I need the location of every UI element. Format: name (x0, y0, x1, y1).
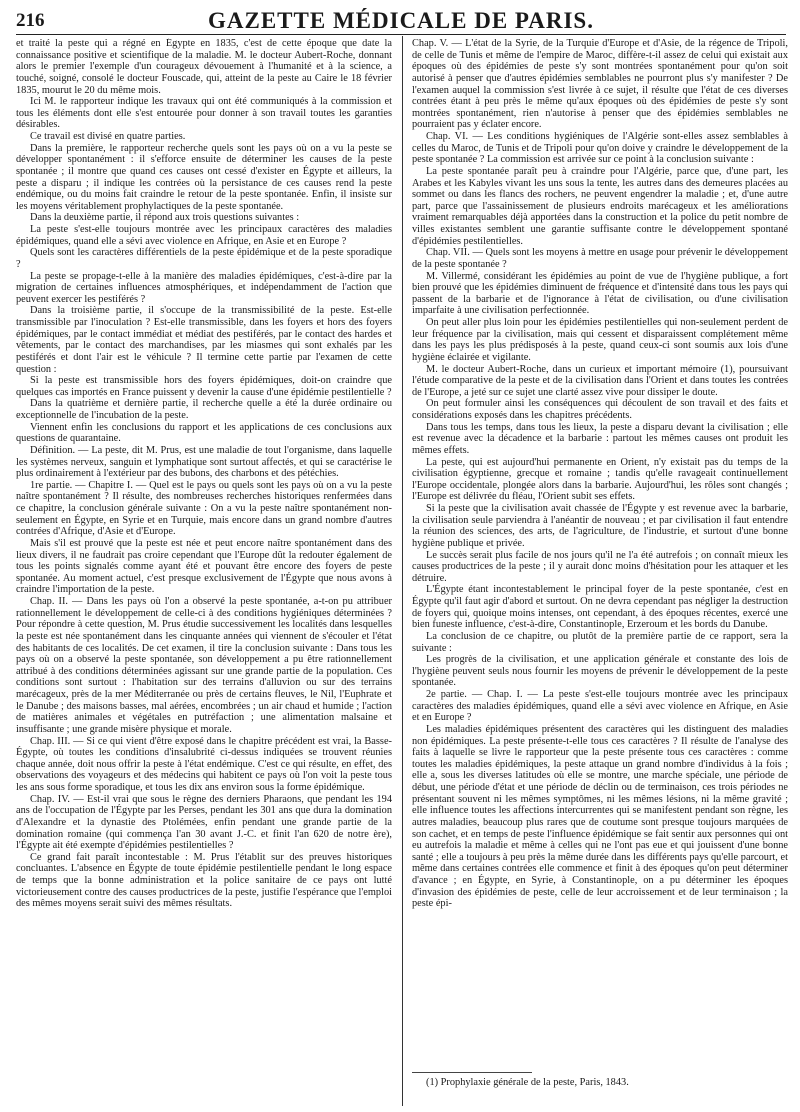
paragraph: M. Villermé, considérant les épidémies au point de vue de l'hygiène publique, a fort bien prouvé que les épidémies diminuent de fréquence et d'intensité dans tous les pays qui passent de la barbarie et de l'ignorance à l'état de civilisation, ou d'une civilisation imparfaite à une civilisation perfectionnée. (412, 270, 788, 317)
paragraph: Chap. II. — Dans les pays où l'on a observé la peste spontanée, a-t-on pu attribuer rationnellement le développement de celle-ci à des conditions hygiéniques déterminées ? Pour répondre à cette question, M. Prus étudie successivement les localités dans lesquelles la peste est née spontanément dans les cinquante années qui viennent de s'écouler et l'état des habitants de ces localités. De cet examen, il tire la conclusion suivante : Dans tous les pays où on a observé la peste spontanée, son développement a pu être rationnellement attribué à des conditions déterminées agissant sur une grande partie de la population. Ces conditions sont surtout : l'habitation sur des terrains d'alluvion ou sur des terrains marécageux, près de la mer Méditerranée ou près de certains fleuves, le Nil, l'Euphrate et le Danube ; des maisons basses, mal aérées, encombrées ; un air chaud et humide ; l'action de matières animales et végétales en putréfaction ; une alimentation malsaine et insuffisante ; une grande misère physique et morale. (16, 596, 392, 735)
paragraph: La peste spontanée paraît peu à craindre pour l'Algérie, parce que, d'une part, les Arabes et les Kabyles vivant les uns sous la tente, les autres dans des demeures placées au sommet ou dans les flancs des rochers, ne peuvent engendrer la maladie ; et, d'une autre part, parce que l'assainissement de plusieurs endroits marécageux et les améliorations vraiment remarquables déjà apportées dans la construction et la police du petit nombre de villes existantes semblent une garantie suffisante contre le développement spontané d'épidémies pestilentielles. (412, 165, 788, 247)
paragraph: On peut aller plus loin pour les épidémies pestilentielles qui non-seulement perdent de leur fréquence par la civilisation, mais qui cessent et disparaissent complétement même dans les pays les plus prédisposés à la peste, quand ceux-ci sont soumis aux lois d'une hygiène éclairée et vigilante. (412, 317, 788, 363)
paragraph: Ce grand fait paraît incontestable : M. Prus l'établit sur des preuves historiques concluantes. L'absence en Égypte de toute épidémie pestilentielle pendant le long espace de temps que la bonne administration et la police sanitaire de ce pays ont lutté victorieusement contre des causes productrices de la peste, justifie l'espérance que l'emploi des mêmes moyens serait suivi des mêmes résultats. (16, 851, 392, 910)
paragraph: Mais s'il est prouvé que la peste est née et peut encore naître spontanément dans des lieux divers, il ne faudrait pas croire cependant que l'Europe dût la redouter également de tous les points signalés comme ayant été et pouvant être encore des foyers de peste spontanée. Au moment actuel, c'est presque exclusivement de l'Égypte que nous avons à craindre l'importation de la peste. (16, 537, 392, 596)
footnote: (1) Prophylaxie générale de la peste, Paris, 1843. (426, 1077, 629, 1088)
page-header (16, 6, 786, 36)
paragraph: Chap. III. — Si ce qui vient d'être exposé dans le chapitre précédent est vrai, la Basse-Égypte, où toutes les conditions d'insalubrité ci-dessus indiquées se trouvent réunies chaque année, doit nous offrir la peste à l'état endémique. C'est ce qui résulte, en effet, des observations des voyageurs et des médecins qui habitent ce pays où l'on voit la peste tous les ans sous forme sporadique, et tous les dix ans environ sous la forme épidémique. (16, 735, 392, 793)
header-rule (16, 34, 786, 35)
paragraph: Viennent enfin les conclusions du rapport et les applications de ces conclusions aux questions de quarantaine. (16, 421, 392, 445)
paragraph: Dans la quatrième et dernière partie, il recherche quelle a été la durée ordinaire ou exceptionnelle de l'incubation de la peste. (16, 398, 392, 421)
page-number: 216 (16, 10, 45, 31)
journal-title: GAZETTE MÉDICALE DE PARIS. (208, 8, 594, 33)
paragraph: Si la peste que la civilisation avait chassée de l'Égypte y est revenue avec la barbarie, la civilisation seule parviendra à l'anéantir de nouveau ; et par civilisation il faut entendre la réunion des sciences, des arts, de l'agriculture, de l'industrie, et surtout d'une bonne hygiène publique et privée. (412, 503, 788, 549)
paragraph: M. le docteur Aubert-Roche, dans un curieux et important mémoire (1), poursuivant l'étude comparative de la peste et de la civilisation dans l'Orient et dans toutes les contrées de l'Europe, a jeté sur ce sujet une clarté assez vive pour dissiper le doute. (412, 363, 788, 398)
paragraph: 1re partie. — Chapitre I. — Quel est le pays ou quels sont les pays où on a vu la peste naître spontanément ? Il résulte, des nombreuses recherches historiques renfermées dans ce chapitre, la conclusion générale suivante : On a vu la peste naître spontanément non-seulement en Égypte, en Syrie et en Turquie, mais encore dans un grand nombre d'autres contrées d'Afrique, d'Asie et d'Europe. (16, 479, 392, 538)
paragraph: Dans la deuxième partie, il répond aux trois questions suivantes : (30, 212, 300, 224)
paragraph: Les progrès de la civilisation, et une application générale et constante des lois de l'hygiène peuvent seuls nous fournir les moyens de prévenir le développement de la peste spontanée. (412, 654, 788, 689)
paragraph: Chap. IV. — Est-il vrai que sous le règne des derniers Pharaons, que pendant les 194 ans de l'occupation de l'Égypte par les Perses, pendant les 301 ans que dura la domination d'Alexandre et la dynastie des Ptolémées, enfin pendant une grande partie de la domination romaine (qui commença l'an 30 avant J.-C. et finit l'an 620 de notre ère), l'Égypte ait été exempte d'épidémies pestilentielles ? (16, 793, 392, 852)
paragraph: 2e partie. — Chap. I. — La peste s'est-elle toujours montrée avec les principaux caractères des maladies épidémiques, quand elle a sévi avec violence en Afrique, en Asie et en Europe ? (412, 689, 788, 724)
paragraph: Quels sont les caractères différentiels de la peste épidémique et de la peste sporadique ? (16, 247, 392, 270)
paragraph: Si la peste est transmissible hors des foyers épidémiques, doit-on craindre que quelques cas importés en France puissent y devenir la cause d'une épidémie pestilentielle ? (16, 375, 392, 398)
paragraph: Les maladies épidémiques présentent des caractères qui les distinguent des maladies non épidémiques. La peste présente-t-elle tous ces caractères ? Il résulte de l'analyse des faits à laquelle se livre le rapporteur que la peste présente tous ces caractères : comme toutes les maladies épidémiques, la peste attaque un grand nombre d'individus à la fois ; elle a, sous les diverses latitudes où elle se montre, une marche spéciale, une période de début, une période d'état et une période de déclin ou de terminaison, ces trois périodes ne présentant souvent ni les mêmes symptômes, ni les mêmes lésions, ni la même gravité ; elle influence toutes les affections intercurrentes qui se manifestent pendant son règne, les autres maladies, beaucoup plus rares que de coutume sont presque toujours marquées de son cachet, et en temps de peste l'influence épidémique se fait sentir aux personnes qui ont eu autrefois la maladie et même à celles qui ne l'ont pas eue et qui jouissent d'une bonne santé ; elle a toujours à peu près la même durée dans les différents pays qu'elle parcourt, et même dans certaines contrées elle commence et finit à des époques qu'on peut déterminer d'avance ; en Égypte, en Syrie, à Constantinople, on a pu déterminer les époques d'invasion des épidémies de peste, celle de leur accroissement et de leur terminaison ; la peste épi- (412, 723, 788, 910)
paragraph: Dans la première, le rapporteur recherche quels sont les pays où on a vu la peste se développer spontanément : il s'efforce ensuite de déterminer les causes de la peste spontanée ; il montre que quand ces causes ont cessé d'exister en Égypte et ailleurs, la peste a disparu ; il indique les contrées où la persistance de ces causes rend la peste endémique, ou du moins fait craindre le retour de la peste spontanée. Enfin, il insiste sur les moyens véritablement prophylactiques de la peste spontanée. (16, 142, 392, 212)
paragraph: La peste, qui est aujourd'hui permanente en Orient, n'y existait pas du temps de la civilisation égyptienne, grecque et romaine ; tandis qu'elle ravageait continuellement l'Europe occidentale, plongée alors dans la barbarie. Aujourd'hui, les rôles sont changés ; l'Europe est délivrée du fléau, l'Orient subit ses effets. (412, 456, 788, 503)
paragraph: Ce travail est divisé en quatre parties. (30, 131, 186, 142)
footnote-rule (412, 1072, 532, 1073)
paragraph: Chap. VI. — Les conditions hygiéniques de l'Algérie sont-elles assez semblables à celles du Maroc, de Tunis et de Tripoli pour qu'on doive y craindre le développement de la peste spontanée ? La commission est arrivée sur ce point à la conclusion suivante : (412, 131, 788, 166)
paragraph: La peste s'est-elle toujours montrée avec les principaux caractères des maladies épidémiques, quand elle a sévi avec violence en Afrique, en Asie et en Europe ? (16, 224, 392, 247)
column-divider (402, 36, 403, 1106)
right-column (412, 38, 788, 1108)
paragraph: La conclusion de ce chapitre, ou plutôt de la première partie de ce rapport, sera la suivante : (412, 630, 788, 654)
paragraph: Chap. V. — L'état de la Syrie, de la Turquie d'Europe et d'Asie, de la régence de Tripoli, de celle de Tunis et même de l'empire de Maroc, diffère-t-il assez de celui qui existait aux époques où des épidémies de peste s'y sont montrées spontanément pour qu'on soit autorisé à penser que d'autres épidémies semblables ne pourront plus s'y manifester ? De l'examen auquel la commission s'est livrée à ce sujet, il résulte que l'état de ces diverses contrées étant à peu près le même qu'aux époques où des épidémies de peste s'y sont montrées spontanément, rien n'autorise à penser que des épidémies semblables ne pourraient pas y éclater encore. (412, 38, 788, 131)
paragraph: On peut formuler ainsi les conséquences qui découlent de son travail et des faits et considérations exposés dans les chapitres précédents. (412, 398, 788, 421)
paragraph: Définition. — La peste, dit M. Prus, est une maladie de tout l'organisme, dans laquelle les systèmes nerveux, sanguin et lymphatique sont surtout affectés, et qui se caractérise le plus ordinairement à l'extérieur par des bubons, des charbons et des pétéchies. (16, 444, 392, 480)
paragraph: Le succès serait plus facile de nos jours qu'il ne l'a été autrefois ; on connaît mieux les causes productrices de la peste ; il y aurait donc moins d'hésitation pour les attaquer et les détruire. (412, 549, 788, 584)
paragraph: L'Égypte étant incontestablement le principal foyer de la peste spontanée, c'est en Égypte qu'il faut agir d'abord et surtout. On ne devra cependant pas négliger la destruction de foyers qui, quoique moins intenses, ont cependant, à des époques récentes, exercé une bien funeste influence, c'est-à-dire, Constantinople, Erzeroum et les bords du Danube. (412, 584, 788, 631)
left-column (16, 38, 392, 1108)
paragraph: Chap. VII. — Quels sont les moyens à mettre en usage pour prévenir le développement de la peste spontanée ? (412, 247, 788, 270)
paragraph: Dans tous les temps, dans tous les lieux, la peste a disparu devant la civilisation ; elle est revenue avec la décadence et la barbarie : partout les mêmes causes ont produit les mêmes effets. (412, 421, 788, 456)
paragraph: La peste se propage-t-elle à la manière des maladies épidémiques, c'est-à-dire par la migration de certaines influences atmosphériques, et indépendamment de l'action que peuvent exercer les pestiférés ? (16, 270, 392, 305)
paragraph: Ici M. le rapporteur indique les travaux qui ont été communiqués à la commission et tous les éléments dont elle s'est entourée pour donner à son travail toutes les garanties désirables. (16, 96, 392, 131)
paragraph: Dans la troisième partie, il s'occupe de la transmissibilité de la peste. Est-elle transmissible par l'inoculation ? Est-elle transmissible, dans les foyers et hors des foyers épidémiques, par le contact immédiat et médiat des pestiférés, par le contact des hardes et vêtements, par le contact des marchandises, par les miasmes qui sont exhalés par les pestiférés et dont l'air est le véhicule ? Il termine cette partie par l'examen de cette question : (16, 305, 392, 375)
paragraph: et traité la peste qui a régné en Égypte en 1835, c'est de cette époque que date la connaissance positive et scientifique de la maladie. M. le docteur Aubert-Roche, donnant alors le premier l'exemple d'un courageux dévouement à l'humanité et à la science, a touché, soigné, consolé le docteur Fouscade, qui, atteint de la peste au Caire le 18 février 1835, mourut le 20 du même mois. (16, 38, 392, 96)
